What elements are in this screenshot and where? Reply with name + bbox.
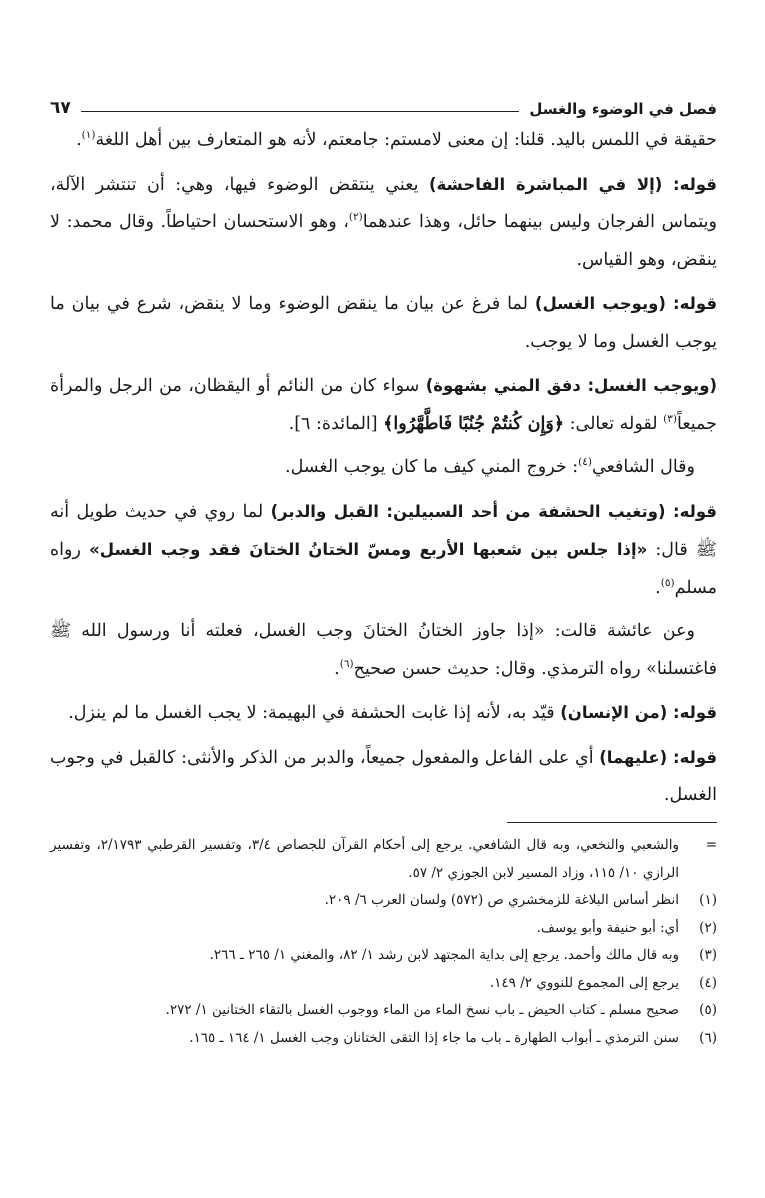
footnote-item	[50, 970, 717, 998]
paragraph	[50, 122, 717, 160]
footnote-item	[50, 832, 717, 887]
text-run: قيّد به، لأنه إذا غابت الحشفة في البهيمة: لا يجب الغسل ما لم ينزل.	[68, 703, 561, 723]
text-run: رواه مسلم	[50, 540, 717, 598]
paragraph	[50, 449, 717, 487]
text-run: وقال الشافعي	[592, 457, 695, 477]
text-run: لقوله تعالى:	[564, 413, 664, 434]
footnote-mark: (٥)	[699, 1002, 717, 1018]
text-run: لما روي في حديث طويل أنه ﷺ قال:	[50, 501, 718, 560]
bold-phrase: قوله: (إلا في المباشرة الفاحشة)	[428, 174, 717, 194]
paragraph	[50, 166, 717, 280]
bold-phrase: قوله: (من الإنسان)	[560, 703, 717, 722]
text-run: لما فرغ عن بيان ما ينقض الوضوء وما لا ينقض، شرع في بيان ما يوجب الغسل وما لا يوجب.	[50, 294, 717, 352]
header-rule	[81, 111, 520, 112]
quran-verse: ﴿وَإِن كُنتُمْ جُنُبًا فَاطَّهَّرُوا﴾	[383, 413, 565, 434]
footnote-mark: (١)	[699, 892, 717, 908]
text-run: .	[334, 658, 340, 679]
footnote-ref: (٣)	[663, 412, 677, 425]
footnote-mark: (٢)	[699, 919, 717, 936]
footnote-ref: (٤)	[578, 456, 593, 469]
paragraph	[50, 493, 717, 608]
footnote-text: يرجع إلى المجموع للنووي ٢/ ١٤٩.	[489, 974, 679, 991]
footnote-text: صحيح مسلم ـ كتاب الحيض ـ باب نسخ الماء من الماء ووجوب الغسل بالتقاء الختانين ١/ ٢٧٢.	[165, 1002, 679, 1018]
text-run: وعن عائشة قالت: «إذا جاوز الختانُ الختانَ وجب الغسل، فعلته أنا ورسول الله ﷺ فاغتسلنا» رواه الترمذي. وقال: حديث حسن صحيح	[50, 621, 717, 679]
footnote-separator	[507, 822, 717, 823]
footnote-mark: =	[705, 837, 717, 853]
text-run: يعني ينتقض الوضوء فيها، وهي: أن تنتشر الآلة، ويتماس الفرجان وليس بينهما حائل، وهذا عندهما	[50, 174, 717, 232]
text-run: حقيقة في اللمس باليد. قلنا: إن معنى لامستم: جامعتم، لأنه هو المتعارف بين أهل اللغة	[95, 130, 717, 150]
text-run: [المائدة: ٦].	[288, 413, 384, 434]
chapter-title: فصل في الوضوء والغسل	[529, 100, 717, 118]
text-run: .	[655, 577, 661, 598]
main-text	[50, 122, 717, 815]
paragraph	[50, 367, 717, 443]
footnote-mark: (٤)	[699, 974, 717, 991]
footnote-text: أي: أبو حنيفة وأبو يوسف.	[536, 919, 679, 936]
footnote-text: والشعبي والنخعي، وبه قال الشافعي. يرجع إلى أحكام القرآن للجصاص ٣/٤، وتفسير القرطبي ٢/١٧٩٣، وتفسير الرازي ١٠/ ١١٥، وزاد المسير لابن الجوزي ٢/ ٥٧.	[50, 837, 679, 881]
paragraph	[50, 613, 717, 688]
text-run: سواء كان من النائم أو اليقظان، من الرجل والمرأة جميعاً	[50, 376, 717, 434]
footnote-ref: (٥)	[660, 576, 675, 589]
text-run: .	[76, 130, 82, 150]
running-header	[50, 90, 717, 118]
text-run: ، وهو الاستحسان احتياطاً. وقال محمد: لا ينقض، وهو القياس.	[50, 212, 717, 270]
bold-phrase: قوله: (عليهما)	[599, 747, 717, 767]
footnote-text: انظر أساس البلاغة للزمخشري ص (٥٧٢) ولسان العرب ٦/ ٢٠٩.	[324, 892, 679, 908]
footnote-text: سنن الترمذي ـ أبواب الطهارة ـ باب ما جاء إذا التقى الختانان وجب الغسل ١/ ١٦٤ ـ ١٦٥.	[189, 1029, 679, 1046]
paragraph	[50, 285, 717, 361]
paragraph	[50, 739, 717, 815]
text-run: : خروج المني كيف ما كان يوجب الغسل.	[285, 457, 579, 477]
bold-phrase: «إذا جلس بين شعبها الأربع ومسّ الختانُ الختانَ فقد وجب الغسل»	[89, 540, 648, 559]
footnote-item	[50, 997, 717, 1025]
text-run: أي على الفاعل والمفعول جميعاً، والدبر من الذكر والأنثى: كالقبل في وجوب الغسل.	[50, 747, 717, 805]
page-number: ٦٧	[50, 98, 71, 118]
footnote-item	[50, 887, 717, 915]
bold-phrase: (ويوجب الغسل: دفق المني بشهوة)	[425, 376, 717, 395]
footnote-item	[50, 942, 717, 970]
bold-phrase: قوله: (ويوجب الغسل)	[534, 294, 718, 313]
paragraph	[50, 694, 717, 733]
footnote-ref: (٦)	[339, 657, 354, 670]
footnote-mark: (٣)	[699, 947, 717, 963]
footnote-item	[50, 915, 717, 943]
bold-phrase: قوله: (وتغيب الحشفة من أحد السبيلين: القبل والدبر)	[270, 501, 717, 521]
footnote-ref: (٢)	[348, 211, 363, 224]
footnote-item	[50, 1025, 717, 1053]
footnote-mark: (٦)	[699, 1029, 717, 1046]
footnote-ref: (١)	[81, 129, 96, 142]
footnotes	[50, 832, 717, 1052]
footnote-text: وبه قال مالك وأحمد. يرجع إلى بداية المجتهد لابن رشد ١/ ٨٢، والمغني ١/ ٢٦٥ ـ ٢٦٦.	[209, 947, 679, 963]
